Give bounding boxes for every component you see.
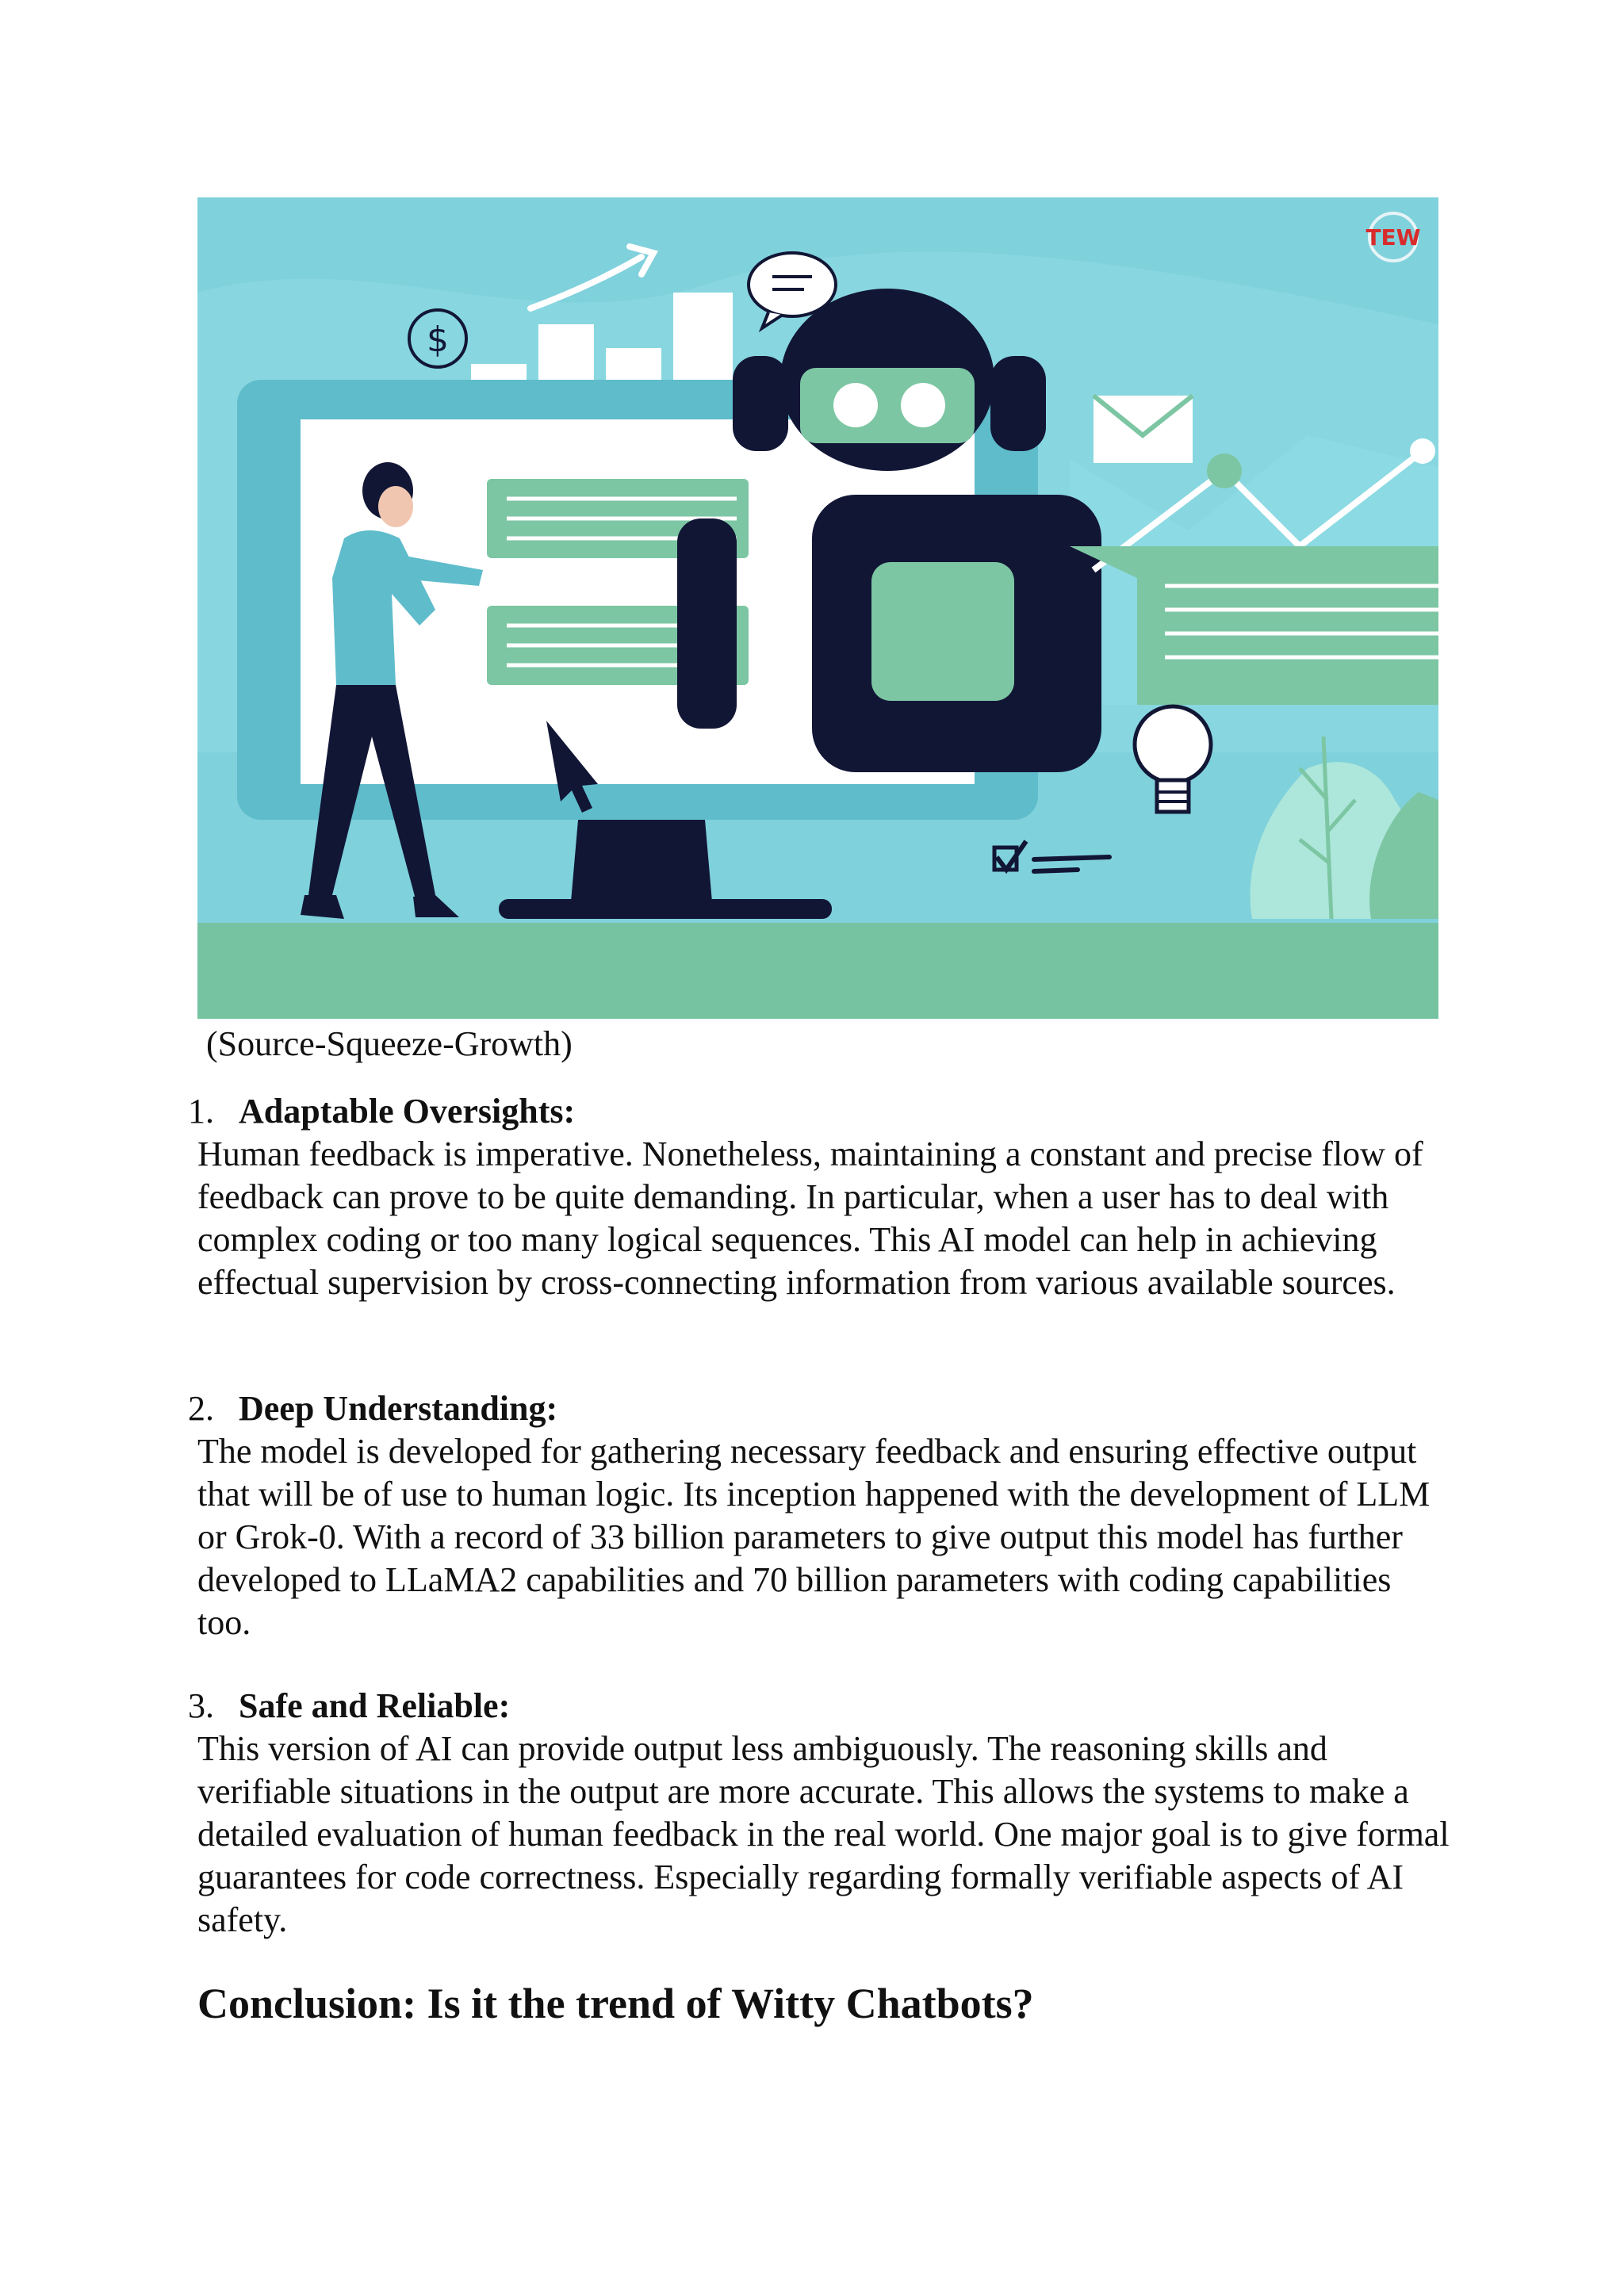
item-number: 3. <box>188 1686 214 1725</box>
item-number: 1. <box>188 1092 214 1131</box>
envelope-icon <box>1094 396 1193 463</box>
item-title: Adaptable Oversights: <box>239 1092 576 1131</box>
item-number: 2. <box>188 1389 214 1428</box>
svg-text:$: $ <box>427 320 449 360</box>
svg-text:TEW: TEW <box>1365 224 1421 251</box>
item-body: This version of AI can provide output less ambiguously. The reasoning skills and verifiable situations in the output are more accurate. This allows the systems to make a detailed evaluation of human feedback in the real world. One major goal is to give formal guarantees for code correctness. Especially regarding formally verifiable aspects of AI safety. <box>197 1729 1450 1939</box>
hero-illustration <box>197 197 1438 1019</box>
list-item <box>188 1387 1450 1644</box>
item-title: Safe and Reliable: <box>239 1686 511 1725</box>
list-item <box>188 1685 1450 1942</box>
image-caption: (Source-Squeeze-Growth) <box>206 1024 573 1063</box>
item-body: Human feedback is imperative. Nonetheless, maintaining a constant and precise flow of feedback can prove to be quite demanding. In particular, when a user has to deal with complex coding or too many logical sequences. This AI model can help in achieving effectual supervision by cross-connecting information from various available sources. <box>197 1135 1423 1302</box>
item-title: Deep Understanding: <box>239 1389 558 1428</box>
list-item <box>188 1090 1450 1304</box>
conclusion-heading: Conclusion: Is it the trend of Witty Chatbots? <box>197 1980 1034 2027</box>
item-body: The model is developed for gathering necessary feedback and ensuring effective output that will be of use to human logic. Its inception happened with the development of LLM or Grok-0. With a record of 33 billion parameters to give output this model has further developed to LLaMA2 capabilities and 70 billion parameters with coding capabilities too. <box>197 1432 1431 1642</box>
